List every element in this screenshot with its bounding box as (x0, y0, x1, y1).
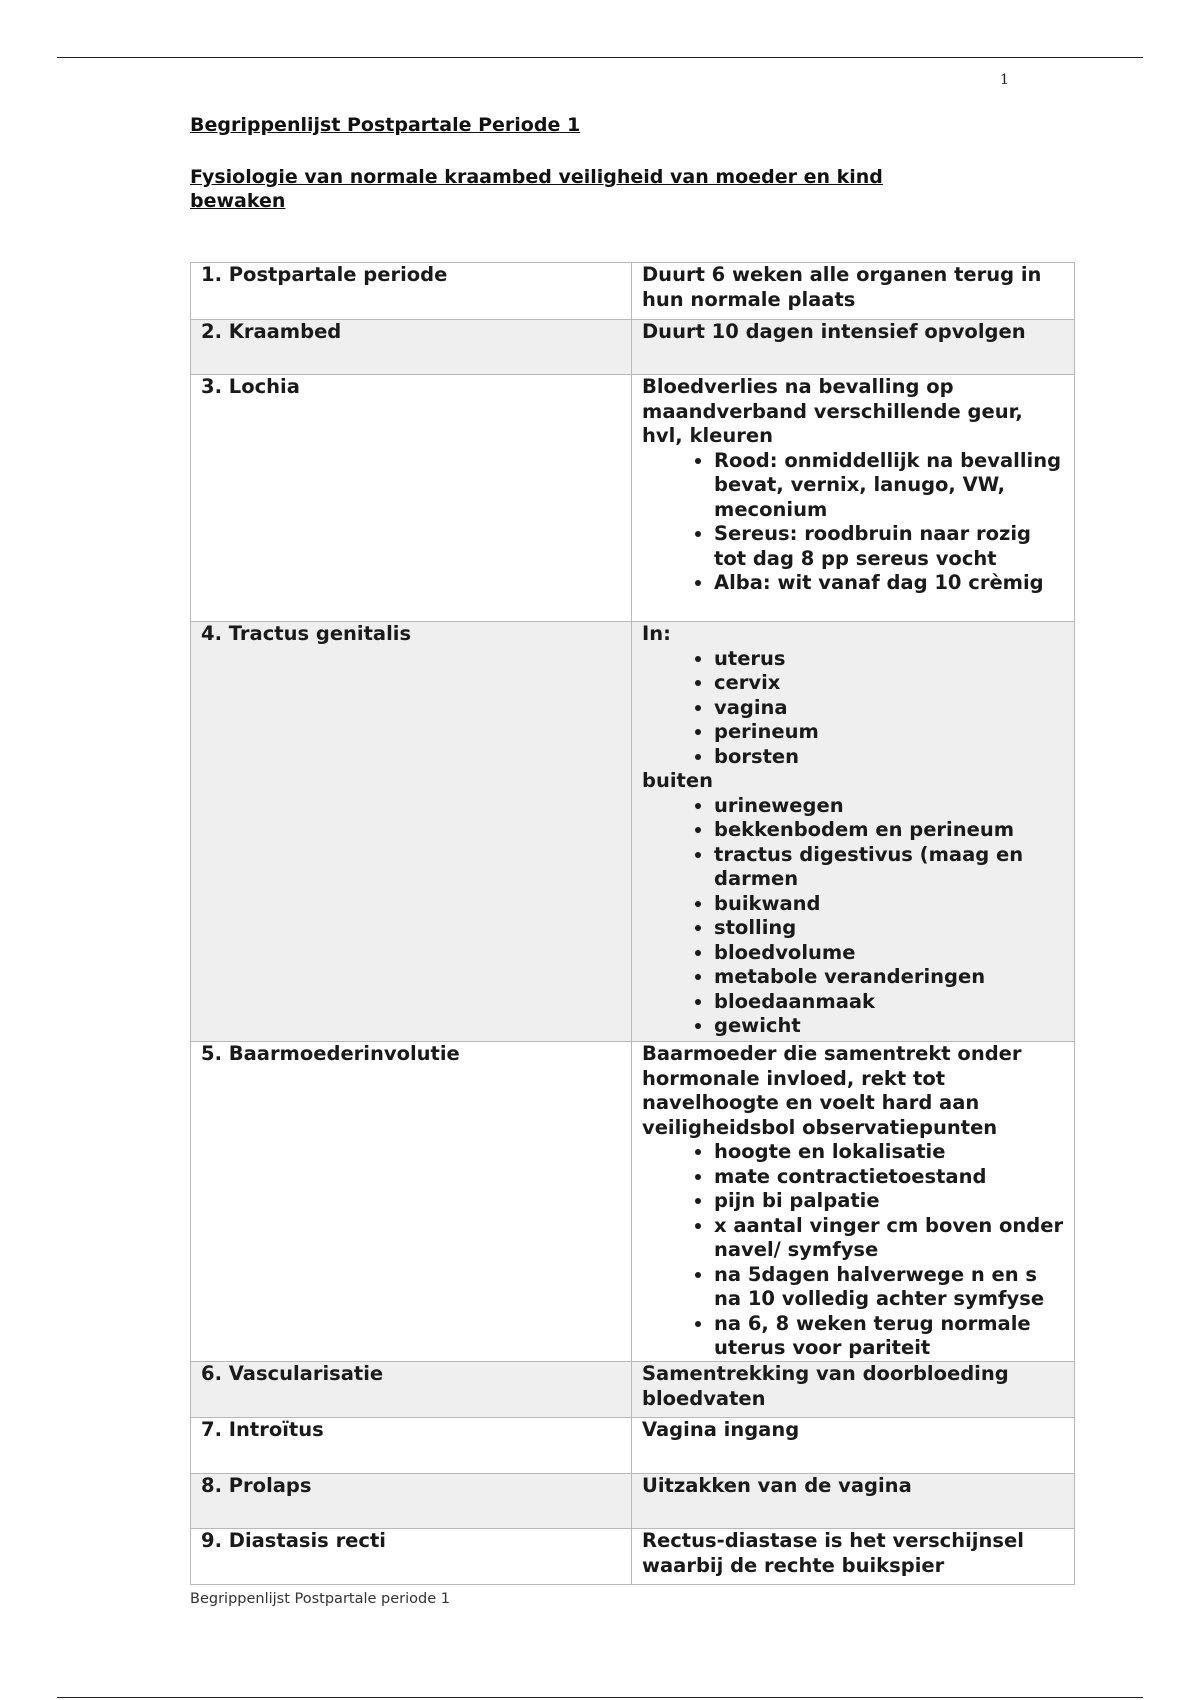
definition-text: Vagina ingang (642, 1418, 800, 1441)
page-footer: Begrippenlijst Postpartale periode 1 (190, 1591, 450, 1607)
definition-text: In: (642, 622, 671, 645)
definition-cell (632, 1362, 1075, 1418)
table-row (191, 622, 1075, 1042)
list-item: • tractus digestivus (maag en darmen (714, 843, 1068, 892)
list-item: • perineum (714, 720, 1068, 745)
table-row (191, 320, 1075, 375)
definition-text: Bloedverlies na bevalling op maandverband verschillende geur, hvl, kleuren (642, 375, 1023, 447)
list-item: • buikwand (714, 892, 1068, 917)
term-cell: 1. Postpartale periode (191, 263, 632, 320)
list-item: • pijn bi palpatie (714, 1189, 1068, 1214)
header-rule (57, 57, 1143, 58)
list-item: • bekkenbodem en perineum (714, 818, 1068, 843)
list-item: • metabole veranderingen (714, 965, 1068, 990)
definition-cell (632, 263, 1075, 320)
table-row (191, 1042, 1075, 1362)
list-item: • mate contractietoestand (714, 1165, 1068, 1190)
term-cell: 8. Prolaps (191, 1474, 632, 1529)
table-row (191, 1418, 1075, 1474)
list-item: • urinewegen (714, 794, 1068, 819)
bullet-list (642, 647, 1068, 770)
definition-text: Baarmoeder die samentrekt onder hormonale invloed, rekt tot navelhoogte en voelt hard aan veiligheidsbol observatiepunten (642, 1042, 1022, 1139)
list-item: • cervix (714, 671, 1068, 696)
list-item: • vagina (714, 696, 1068, 721)
page-subtitle: Fysiologie van normale kraambed veiligheid van moeder en kind bewaken (190, 166, 883, 212)
list-item: • borsten (714, 745, 1068, 770)
term-cell: 7. Introïtus (191, 1418, 632, 1474)
terms-table (190, 262, 1075, 1585)
table-row (191, 375, 1075, 622)
definition-cell (632, 1474, 1075, 1529)
list-item: • stolling (714, 916, 1068, 941)
table-row (191, 1362, 1075, 1418)
list-item: • x aantal vinger cm boven onder navel/ symfyse (714, 1214, 1068, 1263)
definition-cell (632, 622, 1075, 1042)
list-item: • na 5dagen halverwege n en s na 10 volledig achter symfyse (714, 1263, 1068, 1312)
list-item: • Rood: onmiddellijk na bevalling bevat, vernix, lanugo, VW, meconium (714, 449, 1068, 523)
table-row (191, 1474, 1075, 1529)
term-cell: 6. Vascularisatie (191, 1362, 632, 1418)
definition-text: buiten (642, 769, 713, 792)
definition-text: Uitzakken van de vagina (642, 1474, 912, 1497)
definition-cell (632, 1529, 1075, 1585)
term-cell: 5. Baarmoederinvolutie (191, 1042, 632, 1362)
list-item: • uterus (714, 647, 1068, 672)
definition-cell (632, 375, 1075, 622)
definition-text: Samentrekking van doorbloeding bloedvaten (642, 1362, 1009, 1410)
term-cell: 9. Diastasis recti (191, 1529, 632, 1585)
definition-text: Duurt 10 dagen intensief opvolgen (642, 320, 1026, 343)
list-item: • Sereus: roodbruin naar rozig tot dag 8 pp sereus vocht (714, 522, 1068, 571)
bullet-list (642, 1140, 1068, 1361)
definition-text: Duurt 6 weken alle organen terug in hun normale plaats (642, 263, 1042, 311)
term-cell: 4. Tractus genitalis (191, 622, 632, 1042)
list-item: • bloedaanmaak (714, 990, 1068, 1015)
table-row (191, 263, 1075, 320)
definition-text: Rectus-diastase is het verschijnsel waarbij de rechte buikspier (642, 1529, 1024, 1577)
definition-cell (632, 320, 1075, 375)
page-title: Begrippenlijst Postpartale Periode 1 (190, 114, 581, 136)
list-item: • Alba: wit vanaf dag 10 crèmig (714, 571, 1068, 596)
bullet-list (642, 794, 1068, 1039)
page-number: 1 (1000, 72, 1009, 88)
bullet-list (642, 449, 1068, 596)
list-item: • gewicht (714, 1014, 1068, 1039)
list-item: • bloedvolume (714, 941, 1068, 966)
definition-cell (632, 1418, 1075, 1474)
footer-rule (57, 1697, 1143, 1698)
term-cell: 3. Lochia (191, 375, 632, 622)
list-item: • na 6, 8 weken terug normale uterus voor pariteit (714, 1312, 1068, 1361)
table-row (191, 1529, 1075, 1585)
list-item: • hoogte en lokalisatie (714, 1140, 1068, 1165)
definition-cell (632, 1042, 1075, 1362)
term-cell: 2. Kraambed (191, 320, 632, 375)
